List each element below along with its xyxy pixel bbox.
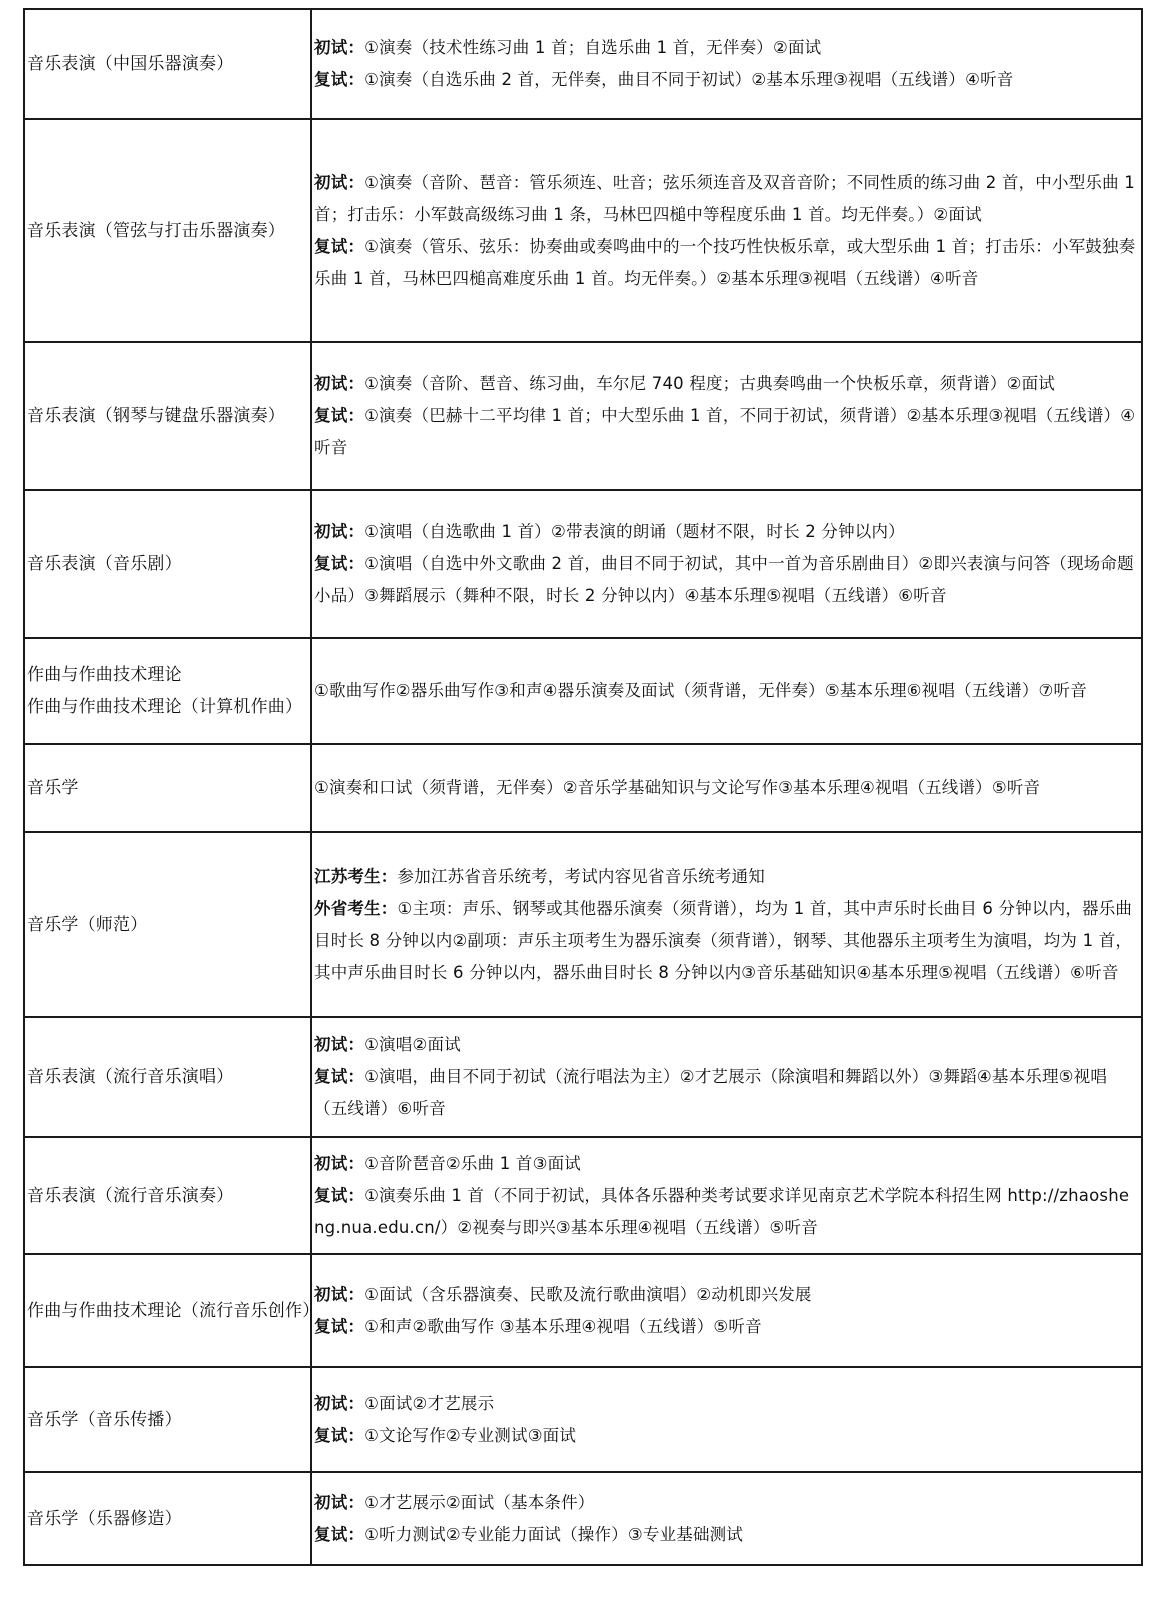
requirement-line — [314, 32, 1139, 64]
round-label: 复试： — [314, 1067, 365, 1086]
round-label: 初试： — [314, 1393, 365, 1413]
requirement-line — [314, 548, 1139, 612]
requirement-line — [314, 861, 1139, 893]
round-label: 初试： — [314, 1153, 365, 1173]
major-cell — [24, 1137, 311, 1254]
table-row — [24, 1017, 1142, 1137]
requirement-line — [314, 400, 1139, 464]
requirements-cell — [311, 1472, 1142, 1565]
round-label: 复试： — [314, 1425, 365, 1445]
requirement-line — [314, 368, 1139, 400]
table-row — [24, 490, 1142, 638]
requirement-text: ①主项：声乐、钢琴或其他器乐演奏（须背谱），均为 1 首，其中声乐时长曲目 6 分钟以内，器乐曲目时长 8 分钟以内②副项：声乐主项考生为器乐演奏（须背谱），钢琴、其他器乐主项考生为演唱，均为 1 首，其中声乐曲目时长 6 分钟以内，器乐曲目时长 8 分钟以内③音乐基础知识④基本乐理⑤视唱（五线谱）⑥听音 — [314, 898, 1133, 982]
requirement-text: ①演唱②面试 — [364, 1035, 461, 1054]
requirement-text: ①演奏（巴赫十二平均律 1 首；中大型乐曲 1 首，不同于初试，须背谱）②基本乐理③视唱（五线谱）④听音 — [314, 406, 1136, 457]
major-name: 音乐表演（音乐剧） — [27, 554, 182, 574]
requirement-line — [314, 893, 1139, 989]
exam-requirements-table — [23, 8, 1143, 1566]
round-label: 复试： — [314, 554, 365, 573]
table-row — [24, 119, 1142, 342]
table-row — [24, 1137, 1142, 1254]
requirements-cell — [311, 832, 1142, 1017]
requirement-line — [314, 1487, 1139, 1519]
table-row — [24, 638, 1142, 744]
major-name: 音乐学（音乐传播） — [27, 1409, 182, 1430]
round-label: 初试： — [314, 374, 365, 393]
requirement-text: ①演唱（自选歌曲 1 首）②带表演的朗诵（题材不限，时长 2 分钟以内） — [364, 522, 905, 541]
requirement-text: ①演奏（技术性练习曲 1 首；自选乐曲 1 首，无伴奏）②面试 — [364, 38, 822, 57]
requirement-text: ①文论写作②专业测试③面试 — [364, 1425, 577, 1445]
requirement-line — [314, 1420, 1139, 1452]
round-label: 初试： — [314, 1284, 365, 1304]
requirements-cell — [311, 119, 1142, 342]
major-name: 音乐表演（管弦与打击乐器演奏） — [27, 220, 285, 241]
major-name: 音乐学（师范） — [27, 914, 148, 935]
major-name: 作曲与作曲技术理论（流行音乐创作） — [27, 1300, 320, 1321]
major-name: 音乐表演（钢琴与键盘乐器演奏） — [27, 406, 285, 426]
requirements-cell — [311, 1017, 1142, 1137]
requirement-text: ①演唱，曲目不同于初试（流行唱法为主）②才艺展示（除演唱和舞蹈以外）③舞蹈④基本乐理⑤视唱（五线谱）⑥听音 — [314, 1067, 1108, 1118]
round-label: 初试： — [314, 522, 365, 541]
requirement-line — [314, 1061, 1139, 1125]
requirement-text: ①和声②歌曲写作 ③基本乐理④视唱（五线谱）⑤听音 — [364, 1316, 762, 1336]
requirement-text: ①演奏（音阶、琶音、练习曲，车尔尼 740 程度；古典奏鸣曲一个快板乐章，须背谱）②面试 — [364, 374, 1055, 393]
major-cell — [24, 1017, 311, 1137]
table-row — [24, 744, 1142, 832]
table-row — [24, 9, 1142, 119]
requirement-text: ①演奏（音阶、琶音：管乐须连、吐音；弦乐须连音及双音音阶；不同性质的练习曲 2 首，中小型乐曲 1 首；打击乐：小军鼓高级练习曲 1 条，马林巴四槌中等程度乐曲 1 首。均无伴奏。）②面试 — [314, 172, 1135, 224]
major-cell — [24, 832, 311, 1017]
requirement-line — [314, 1519, 1139, 1551]
table-row — [24, 1254, 1142, 1367]
requirement-line — [314, 1279, 1139, 1311]
requirements-cell — [311, 1367, 1142, 1472]
requirement-text: 参加江苏省音乐统考，考试内容见省音乐统考通知 — [397, 866, 765, 886]
requirement-line — [314, 1311, 1139, 1343]
requirement-text: ①才艺展示②面试（基本条件） — [364, 1492, 595, 1512]
round-label: 初试： — [314, 172, 365, 192]
requirement-line — [314, 516, 1139, 548]
major-name: 音乐表演（流行音乐演奏） — [27, 1185, 234, 1206]
requirement-text: ①演奏和口试（须背谱，无伴奏）②音乐学基础知识与文论写作③基本乐理④视唱（五线谱）⑤听音 — [314, 778, 1041, 797]
major-name: 音乐表演（中国乐器演奏） — [27, 54, 234, 74]
requirement-text: ①面试（含乐器演奏、民歌及流行歌曲演唱）②动机即兴发展 — [364, 1284, 812, 1304]
round-label: 复试： — [314, 1316, 365, 1336]
round-label: 初试： — [314, 1035, 365, 1054]
round-label: 复试： — [314, 236, 365, 256]
requirement-text: ①演奏（管乐、弦乐：协奏曲或奏鸣曲中的一个技巧性快板乐章，或大型乐曲 1 首；打击乐：小军鼓独奏乐曲 1 首，马林巴四槌高难度乐曲 1 首。均无伴奏。）②基本乐理③视唱（五线谱）④听音 — [314, 236, 1136, 288]
requirement-line — [314, 675, 1139, 707]
table-row — [24, 342, 1142, 490]
requirements-cell — [311, 1137, 1142, 1254]
table-row — [24, 1367, 1142, 1472]
requirement-line — [314, 772, 1139, 804]
requirements-cell — [311, 1254, 1142, 1367]
requirement-line — [314, 1148, 1139, 1180]
requirement-text: ①面试②才艺展示 — [364, 1393, 495, 1413]
round-label: 复试： — [314, 1185, 365, 1205]
major-cell — [24, 744, 311, 832]
requirement-line — [314, 1388, 1139, 1420]
requirement-text: ①音阶琶音②乐曲 1 首③面试 — [364, 1153, 581, 1173]
major-cell — [24, 638, 311, 744]
requirements-cell — [311, 744, 1142, 832]
requirement-line — [314, 231, 1139, 295]
major-cell — [24, 9, 311, 119]
requirement-text: ①听力测试②专业能力面试（操作）③专业基础测试 — [364, 1524, 744, 1544]
major-cell — [24, 342, 311, 490]
round-label: 江苏考生： — [314, 866, 398, 886]
round-label: 复试： — [314, 1524, 365, 1544]
major-cell — [24, 1367, 311, 1472]
requirement-line — [314, 167, 1139, 231]
requirements-cell — [311, 9, 1142, 119]
table-row — [24, 832, 1142, 1017]
round-label: 初试： — [314, 1492, 365, 1512]
major-name: 音乐学 — [27, 778, 79, 798]
major-name: 音乐表演（流行音乐演唱） — [27, 1067, 234, 1087]
requirements-cell — [311, 490, 1142, 638]
requirement-text: ①演奏乐曲 1 首（不同于初试，具体各乐器种类考试要求详见南京艺术学院本科招生网 http://zhaosheng.nua.edu.cn/）②视奏与即兴③基本乐理④视唱（五线谱）⑤听音 — [314, 1185, 1130, 1237]
round-label: 复试： — [314, 406, 365, 425]
table-row — [24, 1472, 1142, 1565]
requirements-cell — [311, 638, 1142, 744]
requirement-line — [314, 64, 1139, 96]
requirement-line — [314, 1029, 1139, 1061]
round-label: 初试： — [314, 38, 365, 57]
major-cell — [24, 119, 311, 342]
round-label: 复试： — [314, 70, 365, 89]
major-cell — [24, 1254, 320, 1367]
round-label: 外省考生： — [314, 898, 398, 918]
requirement-text: ①演奏（自选乐曲 2 首，无伴奏，曲目不同于初试）②基本乐理③视唱（五线谱）④听音 — [364, 70, 1014, 89]
major-name: 音乐学（乐器修造） — [27, 1508, 182, 1529]
requirement-text: ①歌曲写作②器乐曲写作③和声④器乐演奏及面试（须背谱，无伴奏）⑤基本乐理⑥视唱（五线谱）⑦听音 — [314, 681, 1087, 700]
major-cell — [24, 1472, 311, 1565]
requirement-line — [314, 1180, 1139, 1244]
requirements-cell — [311, 342, 1142, 490]
major-name: 作曲与作曲技术理论（计算机作曲） — [27, 697, 303, 717]
requirement-text: ①演唱（自选中外文歌曲 2 首，曲目不同于初试，其中一首为音乐剧曲目）②即兴表演与问答（现场命题小品）③舞蹈展示（舞种不限，时长 2 分钟以内）④基本乐理⑤视唱（五线谱）⑥听音 — [314, 554, 1134, 605]
major-name: 作曲与作曲技术理论 — [27, 665, 182, 685]
table-body — [24, 9, 1142, 1565]
major-cell — [24, 490, 311, 638]
